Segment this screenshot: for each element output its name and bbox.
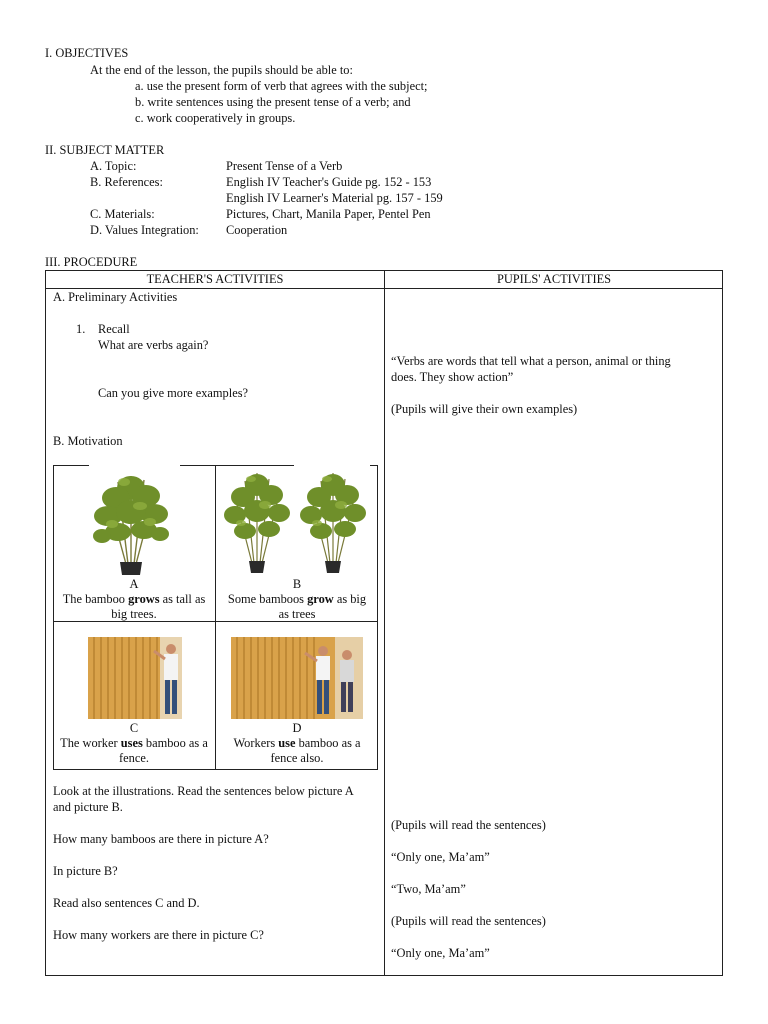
subject-label: B. References:: [90, 175, 163, 189]
objectives-heading: I. OBJECTIVES: [45, 46, 129, 60]
worker-bamboo-fence-image: [88, 637, 182, 719]
two-bamboo-plants-image: [221, 467, 375, 575]
picture-b-letter: B: [292, 577, 302, 591]
pupil-answer-only-one: “Only one, Ma’am”: [391, 946, 490, 960]
subject-matter-heading: II. SUBJECT MATTER: [45, 143, 165, 157]
recall-question: What are verbs again?: [98, 338, 209, 352]
objective-item: a. use the present form of verb that agrees with the subject;: [135, 79, 428, 93]
picture-d-caption: Workers use bamboo as a fence also.: [233, 736, 361, 765]
question-bamboos-a: How many bamboos are there in picture A?: [53, 832, 269, 846]
subject-label: D. Values Integration:: [90, 223, 199, 237]
subject-value: Pictures, Chart, Manila Paper, Pentel Pen: [226, 207, 431, 221]
objectives-intro: At the end of the lesson, the pupils should be able to:: [90, 63, 353, 77]
grid-line: [53, 465, 89, 466]
picture-b-caption-cell: [216, 576, 378, 622]
picture-b-caption: Some bamboos grow as big as trees: [227, 592, 367, 621]
pupil-answer-verbs-cont: does. They show action”: [391, 370, 514, 384]
pupil-answer-verbs: “Verbs are words that tell what a person, animal or thing: [391, 354, 671, 368]
preliminary-activities-label: A. Preliminary Activities: [53, 290, 178, 304]
workers-bamboo-fence-image: [231, 637, 363, 719]
pupil-read-sentences: (Pupils will read the sentences): [391, 914, 546, 928]
column-divider: [384, 271, 385, 975]
pupils-column-header: PUPILS' ACTIVITIES: [496, 272, 612, 286]
picture-d-letter: D: [292, 721, 302, 735]
subject-value: English IV Teacher's Guide pg. 152 - 153: [226, 175, 432, 189]
pupil-answer-only-one: “Only one, Ma’am”: [391, 850, 490, 864]
picture-c-caption: The worker uses bamboo as a fence.: [60, 736, 208, 765]
teacher-column-header: TEACHER'S ACTIVITIES: [146, 272, 284, 286]
look-instruction-cont: and picture B.: [53, 800, 123, 814]
look-instruction: Look at the illustrations. Read the sentences below picture A: [53, 784, 354, 798]
subject-label: A. Topic:: [90, 159, 137, 173]
picture-c-letter: C: [129, 721, 139, 735]
subject-value: Cooperation: [226, 223, 288, 237]
picture-c-caption-cell: [53, 720, 215, 766]
picture-a-letter: A: [129, 577, 139, 591]
procedure-table: [45, 270, 723, 976]
subject-value: English IV Learner's Material pg. 157 - 159: [226, 191, 443, 205]
picture-a-caption-cell: [53, 576, 215, 622]
picture-a-caption: The bamboo grows as tall as big trees.: [62, 592, 206, 621]
bamboo-plant-image: [88, 468, 174, 576]
subject-label: C. Materials:: [90, 207, 155, 221]
procedure-heading: III. PROCEDURE: [45, 255, 138, 269]
grid-line: [53, 769, 378, 770]
recall-label: Recall: [98, 322, 130, 336]
pupil-read-sentences: (Pupils will read the sentences): [391, 818, 546, 832]
instruction-read-cd: Read also sentences C and D.: [53, 896, 200, 910]
pupil-answer-examples: (Pupils will give their own examples): [391, 402, 578, 416]
motivation-label: B. Motivation: [53, 434, 123, 448]
subject-value: Present Tense of a Verb: [226, 159, 343, 173]
grid-line: [180, 465, 294, 466]
picture-d-caption-cell: [216, 720, 378, 766]
pupil-answer-two: “Two, Ma’am”: [391, 882, 466, 896]
objective-item: b. write sentences using the present tense of a verb; and: [135, 95, 411, 109]
question-workers-c: How many workers are there in picture C?: [53, 928, 264, 942]
more-examples-question: Can you give more examples?: [98, 386, 249, 400]
recall-number: 1.: [76, 322, 86, 336]
motivation-picture-grid: [53, 465, 378, 770]
objective-item: c. work cooperatively in groups.: [135, 111, 296, 125]
question-picture-b: In picture B?: [53, 864, 118, 878]
